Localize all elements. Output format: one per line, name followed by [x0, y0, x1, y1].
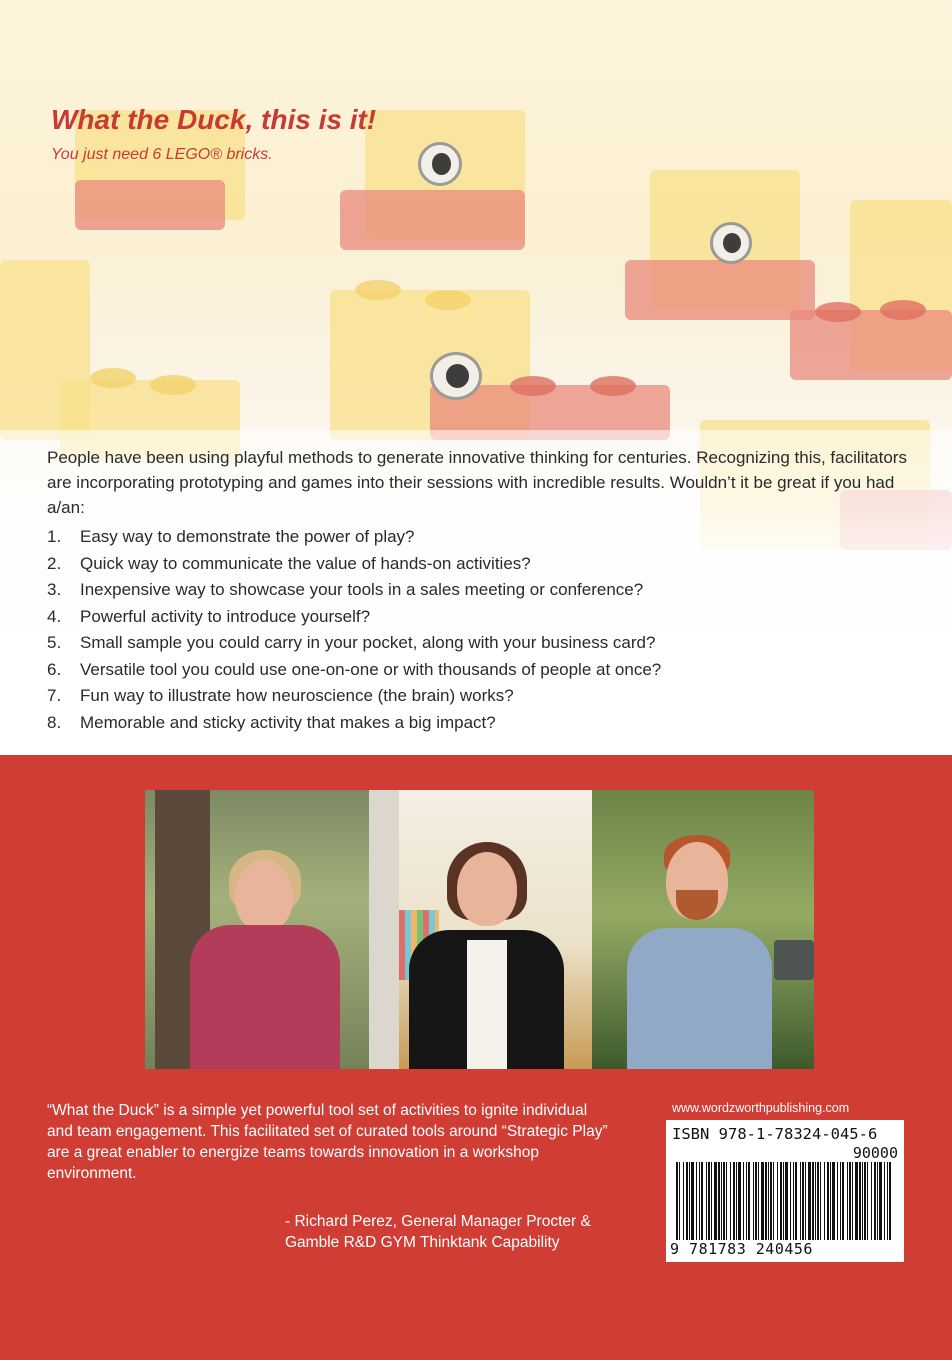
question-list [47, 524, 661, 736]
list-text: Fun way to illustrate how neuroscience (the brain) works? [80, 686, 514, 705]
barcode-bar [790, 1162, 791, 1240]
barcode-bar [842, 1162, 844, 1240]
list-number: 1. [47, 527, 62, 546]
barcode-bar [699, 1162, 700, 1240]
list-item [47, 524, 661, 551]
headline: What the Duck, this is it! [51, 104, 377, 135]
barcode-bar [793, 1162, 794, 1240]
list-number: 7. [47, 686, 62, 705]
barcode-bar [708, 1162, 710, 1240]
isbn-number: ISBN 978-1-78324-045-6 [672, 1125, 878, 1143]
list-item [47, 657, 661, 684]
list-item [47, 683, 661, 710]
barcode-bar [721, 1162, 722, 1240]
barcode-bar [815, 1162, 816, 1240]
barcode-bar [780, 1162, 782, 1240]
barcode-bar [733, 1162, 735, 1240]
testimonial-quote: “What the Duck” is a simple yet powerful tool set of activities to ignite individual and team engagement. This facilitated set of curated tools around “Strategic Play” are a great enabler to energize teams towards innovation in a workshop environment. [47, 1102, 608, 1182]
barcode-bar [795, 1162, 797, 1240]
list-text: Small sample you could carry in your pocket, along with your business card? [80, 633, 656, 652]
barcode-bar [743, 1162, 744, 1240]
list-item [47, 577, 661, 604]
list-text: Powerful activity to introduce yourself? [80, 606, 371, 626]
barcode-bar [879, 1162, 882, 1240]
barcode-bar [783, 1162, 784, 1240]
barcode-bar [723, 1162, 725, 1240]
barcode-bar [701, 1162, 703, 1240]
list-item [47, 551, 661, 578]
barcode-bar [827, 1162, 829, 1240]
barcode-bar [738, 1162, 741, 1240]
barcode-bar [874, 1162, 876, 1240]
list-text: Memorable and sticky activity that makes a big impact? [80, 712, 496, 732]
barcode-bar [884, 1162, 885, 1240]
author-photo-3 [592, 790, 814, 1069]
barcode-bar [753, 1162, 754, 1240]
list-text: Quick way to communicate the value of hands-on activities? [80, 553, 531, 573]
list-number: 8. [47, 712, 62, 732]
barcode-bar [859, 1162, 861, 1240]
barcode-bar [849, 1162, 851, 1240]
isbn-barcode [666, 1120, 904, 1262]
list-text: Inexpensive way to showcase your tools in a sales meeting or conference? [80, 580, 644, 599]
barcode-bar [730, 1162, 731, 1240]
barcode-bar [711, 1162, 712, 1240]
barcode-bar [773, 1162, 774, 1240]
barcode-bar [817, 1162, 819, 1240]
barcode-bar [758, 1162, 759, 1240]
barcode-bar [867, 1162, 868, 1240]
barcode-bar [832, 1162, 835, 1240]
barcode-bar [768, 1162, 769, 1240]
barcode-bar [686, 1162, 688, 1240]
list-number: 4. [47, 606, 62, 626]
barcode-bar [887, 1162, 888, 1240]
barcode-bar [777, 1162, 778, 1240]
barcode-bar [820, 1162, 821, 1240]
barcode-bar [855, 1162, 858, 1240]
list-item [47, 710, 661, 737]
barcode-bar [683, 1162, 684, 1240]
publisher-url: www.wordzworthpublishing.com [672, 1101, 850, 1115]
cover-bottom-section [0, 755, 952, 1360]
barcode-bar [726, 1162, 727, 1240]
subhead: You just need 6 LEGO® bricks. [51, 146, 273, 163]
barcode-bar [765, 1162, 767, 1240]
barcode-bar [714, 1162, 717, 1240]
barcode-bar [808, 1162, 811, 1240]
author-photos [145, 790, 814, 1069]
barcode-bar [877, 1162, 878, 1240]
list-item [47, 630, 661, 657]
barcode-bar [871, 1162, 872, 1240]
list-text: Versatile tool you could use one-on-one or with thousands of people at once? [80, 659, 662, 679]
list-text: Easy way to demonstrate the power of play? [80, 527, 415, 546]
barcode-bar [800, 1162, 801, 1240]
barcode-bar [785, 1162, 788, 1240]
list-item [47, 604, 661, 631]
barcode-bar [889, 1162, 891, 1240]
barcode-bar [689, 1162, 690, 1240]
barcode-bars [676, 1162, 896, 1242]
list-number: 6. [47, 659, 62, 679]
barcode-bar [862, 1162, 863, 1240]
barcode-bar [802, 1162, 804, 1240]
barcode-bar [706, 1162, 707, 1240]
ean-digits: 9 781783 240456 [670, 1240, 813, 1258]
author-photo-1 [145, 790, 369, 1069]
barcode-bar [696, 1162, 697, 1240]
barcode-bar [830, 1162, 831, 1240]
barcode-bar [748, 1162, 750, 1240]
author-photo-2 [369, 790, 592, 1069]
intro-paragraph: People have been using playful methods to generate innovative thinking for centuries. Recognizing this, facilitators are incorporating prototyping and games into their sessions with incredible results. Wouldn’t it be great if you had a/an: [47, 448, 907, 517]
price-code: 90000 [852, 1144, 898, 1162]
barcode-bar [676, 1162, 678, 1240]
barcode-bar [824, 1162, 825, 1240]
barcode-bar [770, 1162, 772, 1240]
barcode-bar [847, 1162, 848, 1240]
testimonial-attribution: - Richard Perez, General Manager Procter & Gamble R&D GYM Thinktank Capability [285, 1213, 591, 1251]
list-number: 3. [47, 580, 62, 599]
list-number: 2. [47, 553, 62, 573]
barcode-bar [852, 1162, 853, 1240]
barcode-bar [746, 1162, 747, 1240]
barcode-bar [840, 1162, 841, 1240]
barcode-bar [679, 1162, 680, 1240]
barcode-bar [761, 1162, 764, 1240]
barcode-bar [837, 1162, 838, 1240]
barcode-bar [718, 1162, 720, 1240]
barcode-bar [736, 1162, 737, 1240]
barcode-bar [691, 1162, 694, 1240]
barcode-bar [755, 1162, 757, 1240]
barcode-bar [805, 1162, 806, 1240]
barcode-bar [812, 1162, 814, 1240]
list-number: 5. [47, 633, 62, 652]
barcode-bar [864, 1162, 866, 1240]
